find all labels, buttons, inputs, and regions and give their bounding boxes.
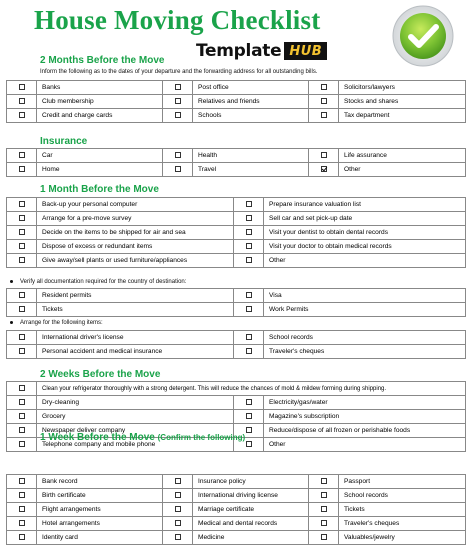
checkbox[interactable] — [19, 478, 25, 484]
checklist-item-label: Identity card — [37, 531, 163, 545]
checkbox-cell — [234, 226, 264, 240]
checkbox-cell — [309, 109, 339, 123]
table-row — [7, 531, 466, 545]
checklist-item-label: Visit your doctor to obtain medical records — [264, 240, 466, 254]
checkbox[interactable] — [19, 84, 25, 90]
checkbox-cell — [163, 517, 193, 531]
table-row — [7, 396, 466, 410]
bullet-icon — [10, 321, 13, 324]
checkbox[interactable] — [19, 385, 25, 391]
checkbox[interactable] — [19, 399, 25, 405]
section-note-2-months: Inform the following as to the dates of your departure and the forwarding address for all outstanding bills. — [40, 69, 318, 75]
checkbox[interactable] — [246, 229, 252, 235]
table-row — [7, 503, 466, 517]
checklist-item-label: Dispose of excess or redundant items — [37, 240, 234, 254]
checkbox-cell — [163, 475, 193, 489]
checkbox-cell — [309, 531, 339, 545]
checkbox[interactable] — [246, 201, 252, 207]
checklist-item-label: Magazine's subscription — [264, 410, 466, 424]
checkbox[interactable] — [321, 166, 327, 172]
checklist-item-label: Passport — [339, 475, 466, 489]
checklist-item-label: Traveler's cheques — [264, 345, 466, 359]
checklist-item-label: Grocery — [37, 410, 234, 424]
checkbox-cell — [234, 396, 264, 410]
checklist-item-label: Newspaper deliver company — [37, 424, 234, 438]
checkbox-cell — [234, 254, 264, 268]
checkbox[interactable] — [175, 84, 181, 90]
checkbox[interactable] — [19, 229, 25, 235]
checklist-item-label: Valuables/jewelry — [339, 531, 466, 545]
table-row — [7, 254, 466, 268]
checkbox-cell — [234, 331, 264, 345]
checkbox[interactable] — [175, 98, 181, 104]
checkbox[interactable] — [19, 152, 25, 158]
checkbox[interactable] — [175, 534, 181, 540]
checkbox-cell — [234, 345, 264, 359]
checkbox[interactable] — [321, 492, 327, 498]
checkbox-cell — [234, 212, 264, 226]
table-row — [7, 475, 466, 489]
checkbox[interactable] — [19, 215, 25, 221]
checkbox-cell — [7, 289, 37, 303]
checkbox[interactable] — [19, 112, 25, 118]
checkbox-cell — [234, 240, 264, 254]
page-title: House Moving Checklist — [34, 5, 321, 35]
checklist-item-label: Car — [37, 149, 163, 163]
checklist-item-label: Home — [37, 163, 163, 177]
checkbox[interactable] — [246, 257, 252, 263]
checkbox-cell — [7, 475, 37, 489]
checkbox-cell — [7, 331, 37, 345]
checkbox-cell — [309, 475, 339, 489]
checklist-item-label: Stocks and shares — [339, 95, 466, 109]
checklist-item-label: School records — [264, 331, 466, 345]
checkbox[interactable] — [321, 112, 327, 118]
checkbox-cell — [7, 503, 37, 517]
checkbox[interactable] — [246, 243, 252, 249]
checkbox[interactable] — [246, 399, 252, 405]
checkbox[interactable] — [246, 306, 252, 312]
checklist-item-label: Medical and dental records — [193, 517, 309, 531]
checkbox-cell — [163, 489, 193, 503]
checkbox[interactable] — [175, 506, 181, 512]
checkbox-cell — [163, 109, 193, 123]
table-insurance — [6, 148, 466, 177]
checkbox-cell — [309, 503, 339, 517]
checkbox[interactable] — [246, 441, 252, 447]
checklist-item-label: Traveler's cheques — [339, 517, 466, 531]
checkbox[interactable] — [19, 257, 25, 263]
checklist-item-label: Personal accident and medical insurance — [37, 345, 234, 359]
checklist-item-label: Sell car and set pick-up date — [264, 212, 466, 226]
checklist-item-label: School records — [339, 489, 466, 503]
checkbox[interactable] — [19, 243, 25, 249]
table-row — [7, 226, 466, 240]
checklist-item-label: Decide on the items to be shipped for air and sea — [37, 226, 234, 240]
checkbox-cell — [163, 531, 193, 545]
brand-main-text: Template — [196, 41, 282, 61]
checkbox-cell — [7, 95, 37, 109]
checkbox[interactable] — [246, 215, 252, 221]
table-row — [7, 95, 466, 109]
checkbox-cell — [234, 410, 264, 424]
checklist-item-label: Tickets — [37, 303, 234, 317]
table-row — [7, 410, 466, 424]
table-row — [7, 212, 466, 226]
checklist-item-label: Credit and charge cards — [37, 109, 163, 123]
checkbox-cell — [7, 424, 37, 438]
checklist-item-label: Insurance policy — [193, 475, 309, 489]
checkbox-cell — [309, 517, 339, 531]
arrange-note — [10, 320, 103, 326]
checkbox-cell — [163, 149, 193, 163]
section-heading-insurance: Insurance — [40, 136, 88, 147]
checklist-item-label: Hotel arrangements — [37, 517, 163, 531]
checklist-item-label: Bank record — [37, 475, 163, 489]
checklist-item-label: Other — [264, 438, 466, 452]
checkbox[interactable] — [246, 348, 252, 354]
checkbox-cell — [7, 438, 37, 452]
checkbox[interactable] — [321, 506, 327, 512]
table-row — [7, 240, 466, 254]
checkbox[interactable] — [19, 441, 25, 447]
arrange-note-text: Arrange for the following items: — [20, 320, 103, 326]
checkbox-cell — [7, 410, 37, 424]
checklist-item-label: Post office — [193, 81, 309, 95]
checklist-item-label: Resident permits — [37, 289, 234, 303]
checkbox[interactable] — [246, 292, 252, 298]
checkbox[interactable] — [19, 520, 25, 526]
table-1-month — [6, 197, 466, 268]
checkbox-cell — [309, 81, 339, 95]
table-row — [7, 303, 466, 317]
checkbox-cell — [7, 517, 37, 531]
checkbox[interactable] — [321, 534, 327, 540]
checklist-item-label: Telephone company and mobile phone — [37, 438, 234, 452]
checkbox-cell — [309, 163, 339, 177]
table-row — [7, 382, 466, 396]
checkbox-cell — [163, 81, 193, 95]
checkbox[interactable] — [321, 84, 327, 90]
table-verify — [6, 288, 466, 317]
checkbox[interactable] — [246, 334, 252, 340]
checkbox-cell — [7, 254, 37, 268]
table-1-week — [6, 474, 466, 545]
checklist-item-label: Tax department — [339, 109, 466, 123]
checkbox[interactable] — [175, 112, 181, 118]
checkbox-cell — [7, 212, 37, 226]
checklist-item-label: Give away/sell plants or used furniture/appliances — [37, 254, 234, 268]
checkbox-cell — [7, 149, 37, 163]
checklist-item-label: Clean your refrigerator thoroughly with a strong detergent. This will reduce the chances of mold & mildew forming during shipping. — [37, 382, 466, 396]
table-row — [7, 489, 466, 503]
section-heading-1-week-sub: (Confirm the following) — [157, 433, 246, 442]
checkbox-cell — [7, 198, 37, 212]
checkbox[interactable] — [321, 478, 327, 484]
checkbox[interactable] — [19, 492, 25, 498]
checklist-item-label: Club membership — [37, 95, 163, 109]
checklist-item-label: Solicitors/lawyers — [339, 81, 466, 95]
checkbox[interactable] — [19, 348, 25, 354]
checkmark-badge-icon — [392, 5, 454, 67]
verify-note — [10, 279, 186, 285]
checklist-item-label: Visa — [264, 289, 466, 303]
checkbox[interactable] — [19, 334, 25, 340]
checklist-item-label: Reduce/dispose of all frozen or perishable foods — [264, 424, 466, 438]
checkbox-cell — [309, 489, 339, 503]
checkbox[interactable] — [19, 427, 25, 433]
checkbox[interactable] — [19, 98, 25, 104]
checklist-item-label: Relatives and friends — [193, 95, 309, 109]
table-row — [7, 345, 466, 359]
checklist-item-label: Tickets — [339, 503, 466, 517]
checkbox[interactable] — [19, 201, 25, 207]
table-row — [7, 331, 466, 345]
checkbox-cell — [7, 382, 37, 396]
checklist-item-label: Other — [264, 254, 466, 268]
section-heading-1-month: 1 Month Before the Move — [40, 184, 159, 195]
checkbox[interactable] — [175, 152, 181, 158]
checkbox[interactable] — [19, 292, 25, 298]
checkbox-cell — [163, 163, 193, 177]
checkbox-cell — [7, 240, 37, 254]
checklist-item-label: Arrange for a pre-move survey — [37, 212, 234, 226]
table-row — [7, 109, 466, 123]
checkbox[interactable] — [175, 492, 181, 498]
checkbox-cell — [309, 149, 339, 163]
checkbox[interactable] — [19, 413, 25, 419]
bullet-icon — [10, 280, 13, 283]
checkbox[interactable] — [19, 534, 25, 540]
checkbox-cell — [234, 289, 264, 303]
checklist-item-label: Life assurance — [339, 149, 466, 163]
section-heading-2-weeks: 2 Weeks Before the Move — [40, 369, 161, 380]
checklist-item-label: Medicine — [193, 531, 309, 545]
checklist-item-label: Marriage certificate — [193, 503, 309, 517]
checklist-item-label: Prepare insurance valuation list — [264, 198, 466, 212]
checklist-item-label: Flight arrangements — [37, 503, 163, 517]
brand-tag-text: HUB — [284, 42, 327, 60]
section-heading-2-months: 2 Months Before the Move — [40, 55, 165, 66]
checklist-item-label: Visit your dentist to obtain dental records — [264, 226, 466, 240]
checklist-item-label: Travel — [193, 163, 309, 177]
checkbox-cell — [7, 396, 37, 410]
table-row — [7, 289, 466, 303]
template-hub-logo — [196, 40, 327, 62]
checklist-item-label: International driver's license — [37, 331, 234, 345]
table-row — [7, 517, 466, 531]
checklist-item-label: Electricity/gas/water — [264, 396, 466, 410]
checkbox-cell — [163, 503, 193, 517]
section-heading-1-week — [40, 432, 245, 443]
checkbox-cell — [7, 109, 37, 123]
checklist-item-label: Dry-cleaning — [37, 396, 234, 410]
checklist-item-label: Health — [193, 149, 309, 163]
checkbox[interactable] — [321, 98, 327, 104]
checkbox-cell — [234, 198, 264, 212]
checkbox-cell — [7, 531, 37, 545]
table-2-months — [6, 80, 466, 123]
checkbox[interactable] — [175, 520, 181, 526]
checkbox[interactable] — [19, 506, 25, 512]
checkbox-cell — [7, 303, 37, 317]
checkbox[interactable] — [321, 520, 327, 526]
checkbox-cell — [163, 95, 193, 109]
table-arrange — [6, 330, 466, 359]
table-row — [7, 198, 466, 212]
checkbox-cell — [7, 489, 37, 503]
checklist-item-label: Banks — [37, 81, 163, 95]
table-row — [7, 163, 466, 177]
checklist-item-label: Back-up your personal computer — [37, 198, 234, 212]
checklist-item-label: Schools — [193, 109, 309, 123]
checkbox-cell — [7, 81, 37, 95]
checklist-item-label: International driving license — [193, 489, 309, 503]
checkbox-cell — [7, 345, 37, 359]
checkbox[interactable] — [246, 427, 252, 433]
checkbox-cell — [234, 303, 264, 317]
verify-note-text: Verify all documentation required for the country of destination: — [20, 279, 187, 285]
checkbox[interactable] — [19, 306, 25, 312]
checkbox-cell — [7, 163, 37, 177]
checkbox-cell — [309, 95, 339, 109]
table-row — [7, 149, 466, 163]
checkbox[interactable] — [321, 152, 327, 158]
checkbox[interactable] — [175, 478, 181, 484]
checklist-item-label: Work Permits — [264, 303, 466, 317]
table-row — [7, 81, 466, 95]
checklist-item-label: Birth certificate — [37, 489, 163, 503]
checklist-item-label: Other — [339, 163, 466, 177]
checkbox[interactable] — [246, 413, 252, 419]
checkbox[interactable] — [19, 166, 25, 172]
section-heading-1-week-text: 1 Week Before the Move — [40, 432, 155, 443]
checkbox[interactable] — [175, 166, 181, 172]
checkbox-cell — [7, 226, 37, 240]
